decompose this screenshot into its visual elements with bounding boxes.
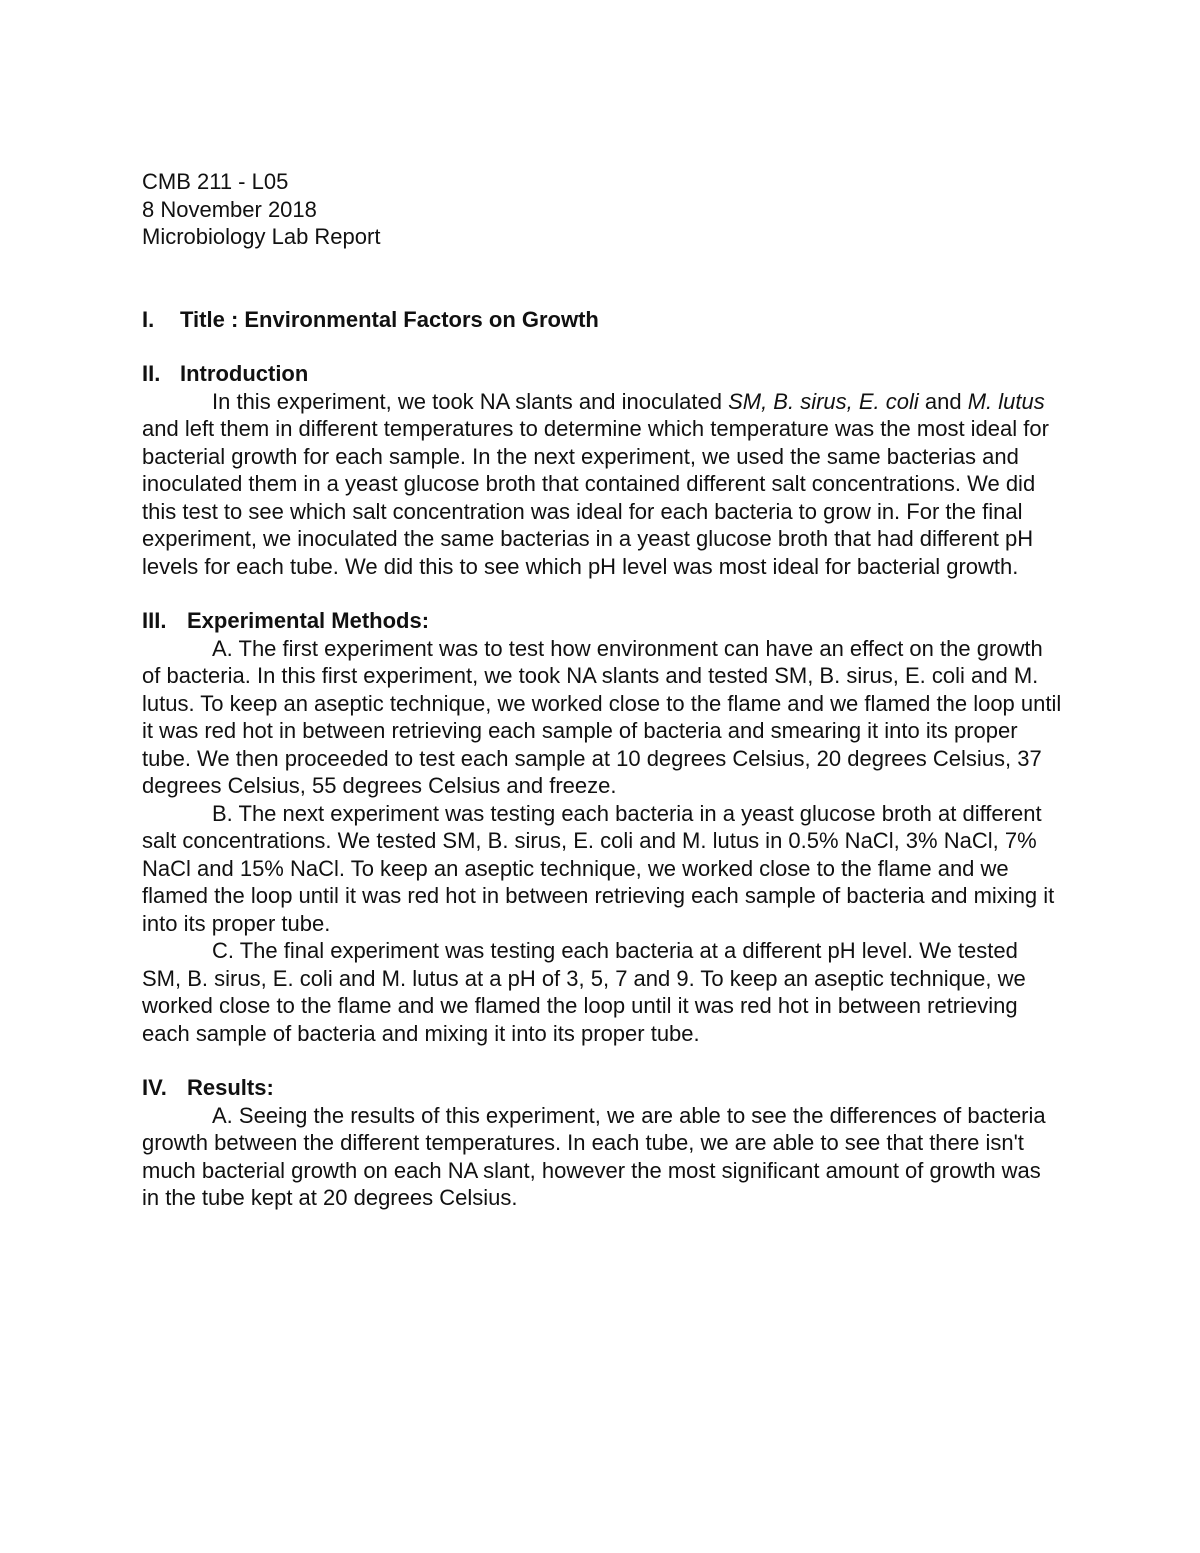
section-introduction-heading [142,360,1062,388]
section-heading-text: Introduction [180,361,309,386]
methods-paragraph-c: C. The final experiment was testing each bacteria at a different pH level. We tested SM, B. sirus, E. coli and M. lutus at a pH of 3, 5, 7 and 9. To keep an aseptic technique, we worked close to the flame and we flamed the loop until it was red hot in between retrieving each sample of bacteria and mixing it into its proper tube. [142,938,1026,1046]
introduction-paragraph [142,388,1062,581]
intro-text-rest: and left them in different temperatures to determine which temperature was the most ideal for bacterial growth for each sample. In the next experiment, we used the same bacterias and inoculated them in a yeast glucose broth that contained different salt concentrations. We did this test to see which salt concentration was ideal for each bacteria to grow in. For the final experiment, we inoculated the same bacterias in a yeast glucose broth that had different pH levels for each tube. We did this to see which pH level was most ideal for bacterial growth. [142,416,1049,579]
intro-and: and [918,388,968,414]
section-heading-text: Experimental Methods: [187,608,430,633]
intro-organisms: SM, B. sirus, E. coli [728,388,919,414]
intro-organism-last: M. lutus [967,388,1045,414]
results-paragraph-a: A. Seeing the results of this experiment, we are able to see the differences of bacteria growth between the different temperatures. In each tube, we are able to see that there isn't much bacterial growth on each NA slant, however the most significant amount of growth was in the tube kept at 20 degrees Celsius. [142,1102,1046,1210]
section-title-heading [142,306,1062,334]
report-date: 8 November 2018 [142,196,317,222]
methods-paragraph-a: A. The first experiment was to test how environment can have an effect on the growth of bacteria. In this first experiment, we took NA slants and tested SM, B. sirus, E. coli and M. lutus. To keep an aseptic technique, we worked close to the flame and we flamed the loop until it was red hot in between retrieving each sample of bacteria and smearing it into its proper tube. We then proceeded to test each sample at 10 degrees Celsius, 20 degrees Celsius, 37 degrees Celsius, 55 degrees Celsius and freeze. [142,635,1062,798]
intro-text-start: In this experiment, we took NA slants and inoculated [212,388,729,414]
section-numeral: II. [142,361,161,386]
section-numeral: III. [142,608,167,633]
section-heading-text: Title : Environmental Factors on Growth [180,306,599,332]
section-results-heading [142,1074,1062,1102]
course-code: CMB 211 - L05 [142,169,289,194]
section-numeral: IV. [142,1075,167,1100]
section-heading-text: Results: [187,1075,274,1100]
methods-paragraph-b: B. The next experiment was testing each bacteria in a yeast glucose broth at different salt concentrations. We tested SM, B. sirus, E. coli and M. lutus in 0.5% NaCl, 3% NaCl, 7% NaCl and 15% NaCl. To keep an aseptic technique, we worked close to the flame and we flamed the loop until it was red hot in between retrieving each sample of bacteria and mixing it into its proper tube. [142,800,1055,936]
section-numeral: I. [142,306,155,332]
report-type: Microbiology Lab Report [142,224,381,249]
section-methods-heading [142,607,1062,635]
document-page [142,168,1062,1212]
